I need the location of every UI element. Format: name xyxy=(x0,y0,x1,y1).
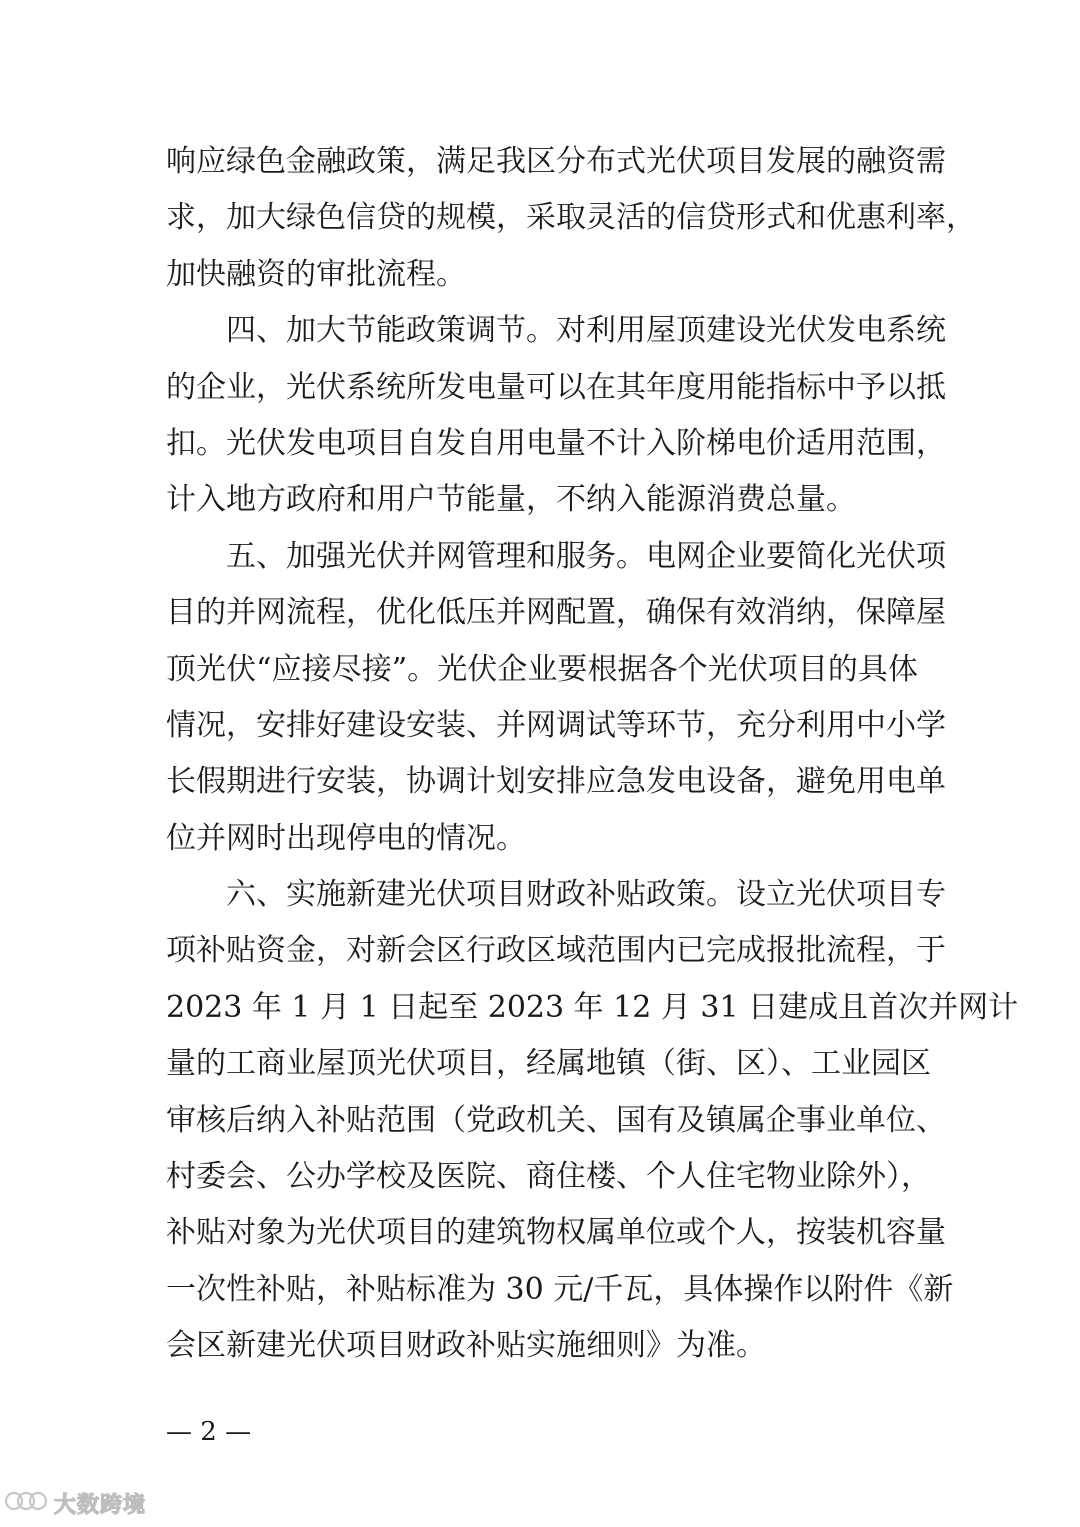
text-line: 位并网时出现停电的情况。 xyxy=(166,820,526,856)
text-line: 2023 年 1 月 1 日起至 2023 年 12 月 31 日建成且首次并网计 xyxy=(166,989,1019,1025)
watermark xyxy=(4,1487,146,1519)
text-line: 量的工商业屋顶光伏项目，经属地镇（街、区）、工业园区 xyxy=(166,1046,931,1082)
section-heading-line: 六、实施新建光伏项目财政补贴政策。设立光伏项目专 xyxy=(226,877,946,913)
text-line: 扣。光伏发电项目自发自用电量不计入阶梯电价适用范围， xyxy=(166,425,946,461)
section-heading-line: 四、加大节能政策调节。对利用屋顶建设光伏发电系统 xyxy=(226,313,946,349)
text-line: 加快融资的审批流程。 xyxy=(166,256,466,292)
watermark-text: 大数跨境 xyxy=(54,1492,147,1518)
text-line: 响应绿色金融政策，满足我区分布式光伏项目发展的融资需 xyxy=(166,144,946,179)
section-heading-line: 五、加强光伏并网管理和服务。电网企业要简化光伏项 xyxy=(226,538,946,574)
document-body xyxy=(166,134,1019,1375)
text-line: 会区新建光伏项目财政补贴实施细则》为准。 xyxy=(166,1328,766,1364)
text-line: 顶光伏“应接尽接”。光伏企业要根据各个光伏项目的具体 xyxy=(166,651,918,687)
text-line: 审核后纳入补贴范围（党政机关、国有及镇属企事业单位、 xyxy=(166,1102,946,1138)
text-line: 求，加大绿色信贷的规模，采取灵活的信贷形式和优惠利率， xyxy=(166,200,976,236)
text-line: 长假期进行安装，协调计划安排应急发电设备，避免用电单 xyxy=(166,764,946,800)
text-line: 目的并网流程，优化低压并网配置，确保有效消纳，保障屋 xyxy=(166,595,946,631)
text-line: 项补贴资金，对新会区行政区域范围内已完成报批流程，于 xyxy=(166,933,946,969)
text-line: 补贴对象为光伏项目的建筑物权属单位或个人，按装机容量 xyxy=(166,1215,946,1251)
logo-mark-icon xyxy=(4,1489,48,1517)
text-line: 情况，安排好建设安装、并网调试等环节，充分利用中小学 xyxy=(166,707,946,743)
text-line: 计入地方政府和用户节能量，不纳入能源消费总量。 xyxy=(166,482,856,518)
text-line: 一次性补贴，补贴标准为 30 元/千瓦，具体操作以附件《新 xyxy=(166,1271,954,1307)
text-line: 村委会、公办学校及医院、商住楼、个人住宅物业除外）， xyxy=(166,1159,931,1195)
page-number: — 2 — xyxy=(166,1417,252,1447)
text-line: 的企业，光伏系统所发电量可以在其年度用能指标中予以抵 xyxy=(166,369,946,405)
